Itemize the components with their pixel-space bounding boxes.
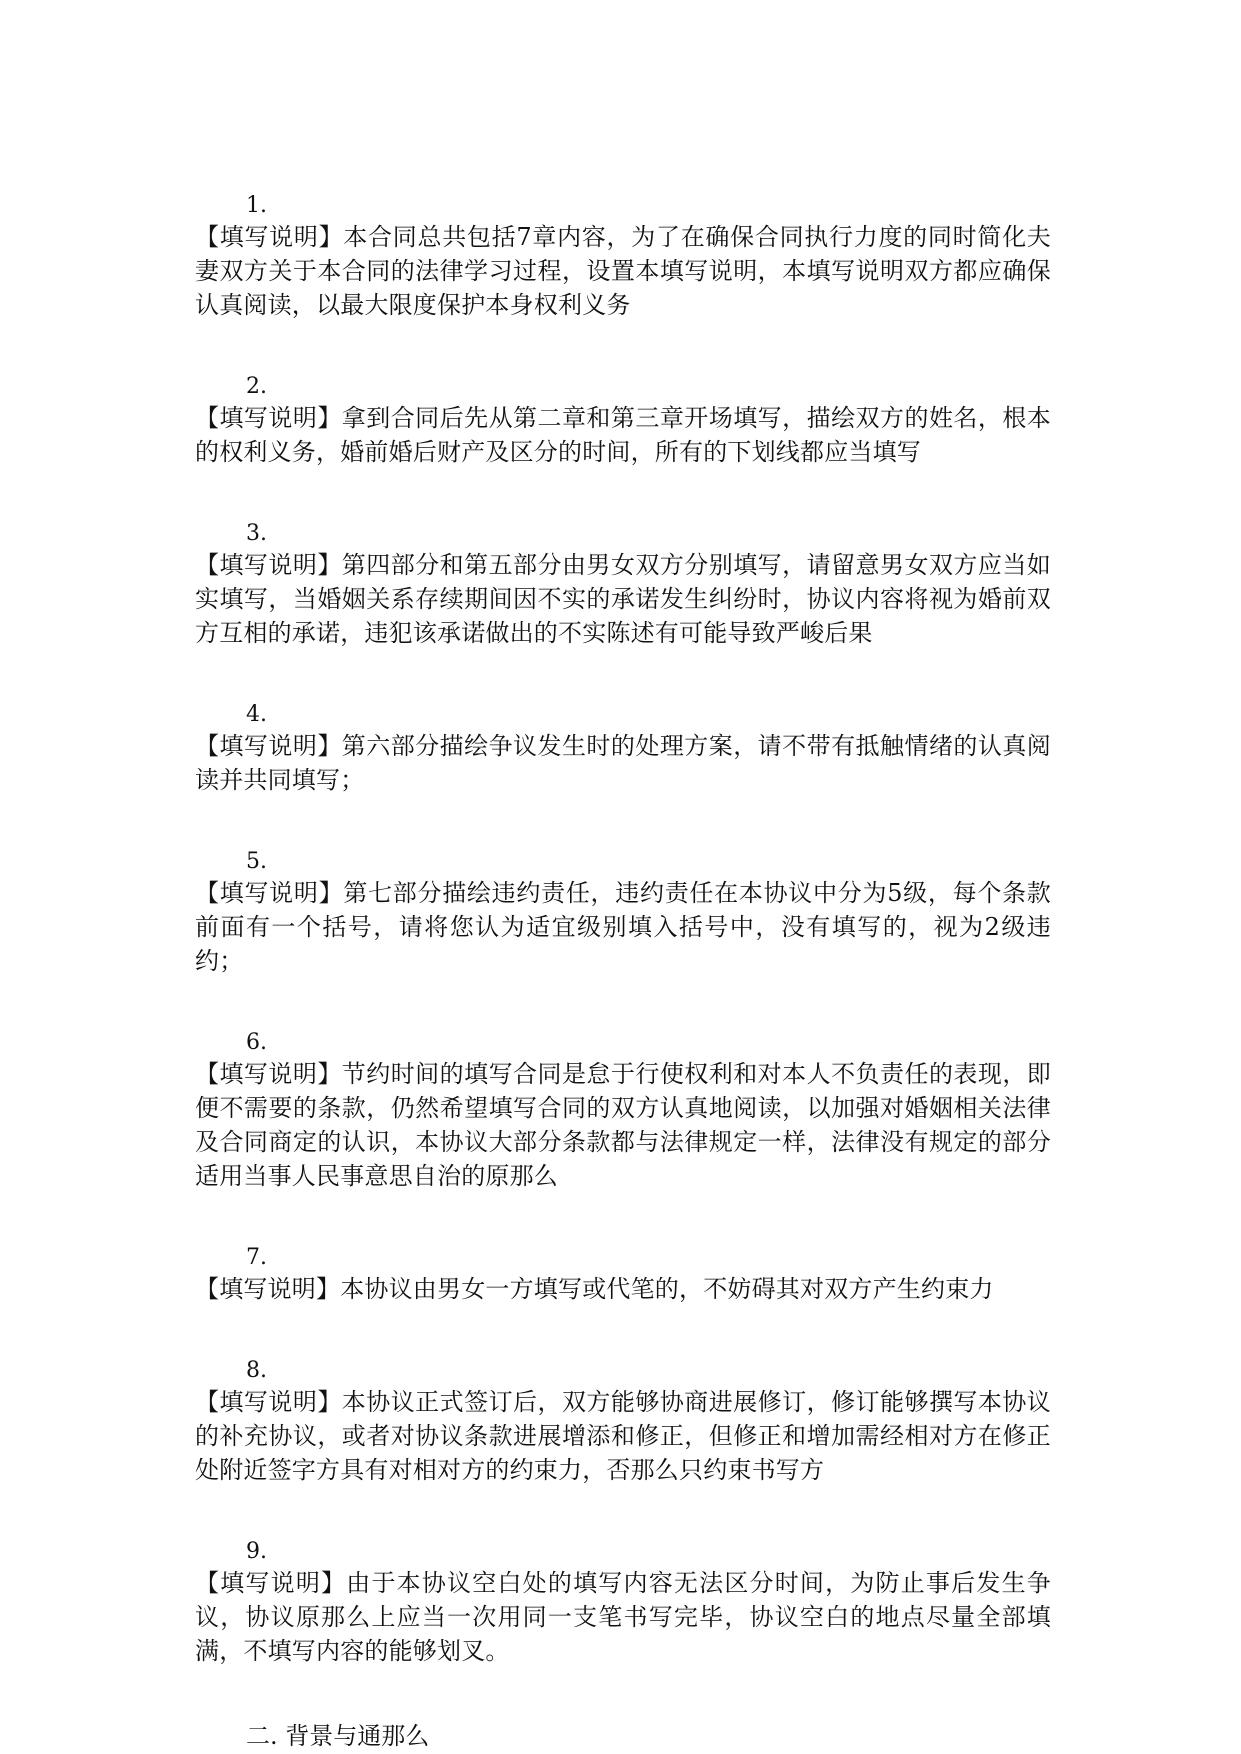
- item-number: 9.: [246, 1539, 267, 1564]
- section-heading: 二. 背景与通那么: [246, 1722, 430, 1750]
- item-number: 7.: [246, 1245, 267, 1270]
- instruction-item-8: [195, 1357, 1051, 1487]
- instruction-item-9: [195, 1538, 1051, 1668]
- item-text: 【填写说明】本协议正式签订后，双方能够协商进展修订，修订能够撰写本协议的补充协议，或者对协议条款进展增添和修正，但修正和增加需经相对方在修正处附近签字方具有对相对方的约束力，否那么只约束书写方: [195, 1388, 1051, 1484]
- item-number: 4.: [246, 702, 267, 727]
- item-number: 8.: [246, 1358, 267, 1383]
- item-text: 【填写说明】本合同总共包括7章内容，为了在确保合同执行力度的同时简化夫妻双方关于本合同的法律学习过程，设置本填写说明，本填写说明双方都应确保认真阅读，以最大限度保护本身权利义务: [195, 223, 1051, 319]
- instruction-item-5: [195, 848, 1051, 978]
- item-text: 【填写说明】本协议由男女一方填写或代笔的，不妨碍其对双方产生约束力: [195, 1275, 994, 1303]
- instruction-item-6: [195, 1029, 1051, 1193]
- item-number: 2.: [246, 374, 267, 399]
- item-number: 6.: [246, 1030, 267, 1055]
- instruction-item-3: [195, 520, 1051, 650]
- instruction-item-4: [195, 701, 1051, 797]
- item-text: 【填写说明】第四部分和第五部分由男女双方分别填写，请留意男女双方应当如实填写，当婚姻关系存续期间因不实的承诺发生纠纷时，协议内容将视为婚前双方互相的承诺，违犯该承诺做出的不实陈述有可能导致严峻后果: [195, 551, 1051, 647]
- document-page: [195, 192, 1051, 1753]
- item-text: 【填写说明】拿到合同后先从第二章和第三章开场填写，描绘双方的姓名，根本的权利义务，婚前婚后财产及区分的时间，所有的下划线都应当填写: [195, 404, 1051, 466]
- item-text: 【填写说明】第六部分描绘争议发生时的处理方案，请不带有抵触情绪的认真阅读并共同填写；: [195, 732, 1051, 794]
- item-text: 【填写说明】由于本协议空白处的填写内容无法区分时间，为防止事后发生争议，协议原那么上应当一次用同一支笔书写完毕，协议空白的地点尽量全部填满，不填写内容的能够划叉。: [195, 1569, 1051, 1665]
- item-text: 【填写说明】第七部分描绘违约责任，违约责任在本协议中分为5级，每个条款前面有一个括号，请将您认为适宜级别填入括号中，没有填写的，视为2级违约；: [195, 879, 1051, 975]
- instruction-item-7: [195, 1244, 1051, 1306]
- item-number: 1.: [246, 193, 267, 218]
- item-text: 【填写说明】节约时间的填写合同是怠于行使权利和对本人不负责任的表现，即便不需要的条款，仍然希望填写合同的双方认真地阅读，以加强对婚姻相关法律及合同商定的认识，本协议大部分条款都与法律规定一样，法律没有规定的部分适用当事人民事意思自治的原那么: [195, 1060, 1051, 1190]
- instruction-item-2: [195, 373, 1051, 469]
- instruction-item-1: [195, 192, 1051, 322]
- item-number: 5.: [246, 849, 267, 874]
- item-number: 3.: [246, 521, 267, 546]
